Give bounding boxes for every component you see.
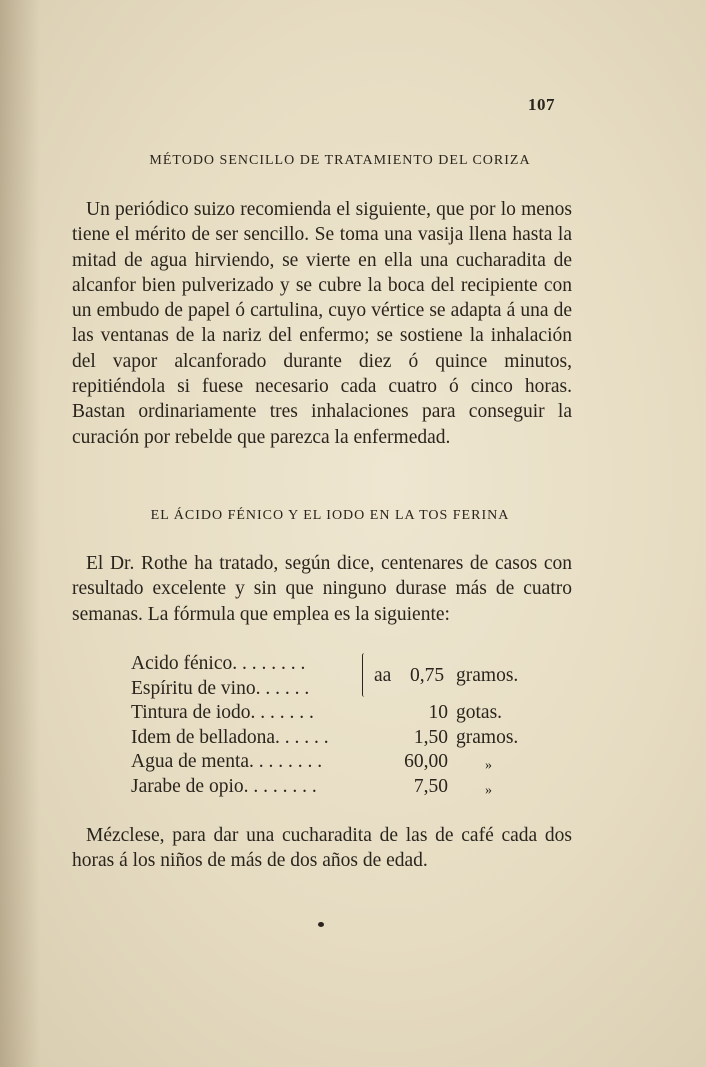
formula-prefix: aa — [374, 665, 392, 686]
formula-ingredient: Acido fénico. . . . . . . . — [131, 653, 306, 674]
formula-quantity: 1,50 — [413, 726, 448, 748]
section-heading-coriza: MÉTODO SENCILLO DE TRATAMIENTO DEL CORIZA — [149, 153, 531, 168]
formula-unit: gramos. — [456, 726, 519, 748]
ink-dot — [318, 922, 324, 927]
formula-grouped-rows — [131, 651, 551, 700]
formula-quantity: 10 — [428, 702, 448, 723]
formula-row — [131, 700, 551, 725]
paragraph-rothe: El Dr. Rothe ha tratado, según dice, centenares de casos con resultado excelente y sin que ninguno durase más de cuatro semanas. La fórmula que emplea es la siguiente: — [72, 553, 572, 625]
formula-quantity: 7,50 — [413, 775, 448, 797]
formula-ingredient: Espíritu de vino. . . . . . — [131, 677, 310, 699]
formula-table — [131, 651, 551, 798]
formula-ingredient: Tintura de iodo. . . . . . . — [131, 702, 314, 723]
formula-unit-ditto: » — [485, 782, 492, 798]
paragraph-closing: Mézclese, para dar una cucharadita de las de café cada dos horas á los niños de más de dos años de edad. — [72, 825, 572, 872]
formula-row — [131, 725, 551, 750]
formula-row — [131, 749, 551, 774]
section-heading-tos-ferina: EL ÁCIDO FÉNICO Y EL IODO EN LA TOS FERINA — [150, 508, 510, 523]
page-number: 107 — [528, 95, 555, 114]
paragraph-coriza: Un periódico suizo recomienda el siguiente, que por lo menos tiene el mérito de ser sencillo. Se toma una vasija llena hasta la mitad de agua hirviendo, se vierte en ella una cucharadita de alcanfor bien pulverizado y se cubre la boca del recipiente con un embudo de papel ó cartulina, cuyo vértice se adapta á una de las ventanas de la nariz del enfermo; se sostiene la inhalación del vapor alcanforado durante diez ó quince minutos, repitiéndola si fuese necesario cada cuatro ó cinco horas. Bastan ordinariamente tres inhalaciones para conseguir la curación por rebelde que parezca la enfermedad. — [72, 199, 572, 448]
formula-unit: gotas. — [456, 702, 503, 723]
formula-quantity: 0,75 — [410, 665, 445, 686]
formula-unit-ditto: » — [485, 758, 492, 773]
formula-unit: gramos. — [456, 665, 519, 686]
formula-ingredient: Idem de belladona. . . . . . — [131, 726, 329, 748]
formula-ingredient: Agua de menta. . . . . . . . — [131, 751, 323, 772]
formula-ingredient: Jarabe de opio. . . . . . . . — [131, 775, 317, 797]
formula-row — [131, 774, 551, 799]
formula-quantity: 60,00 — [404, 751, 448, 772]
brace-mark — [362, 653, 367, 697]
